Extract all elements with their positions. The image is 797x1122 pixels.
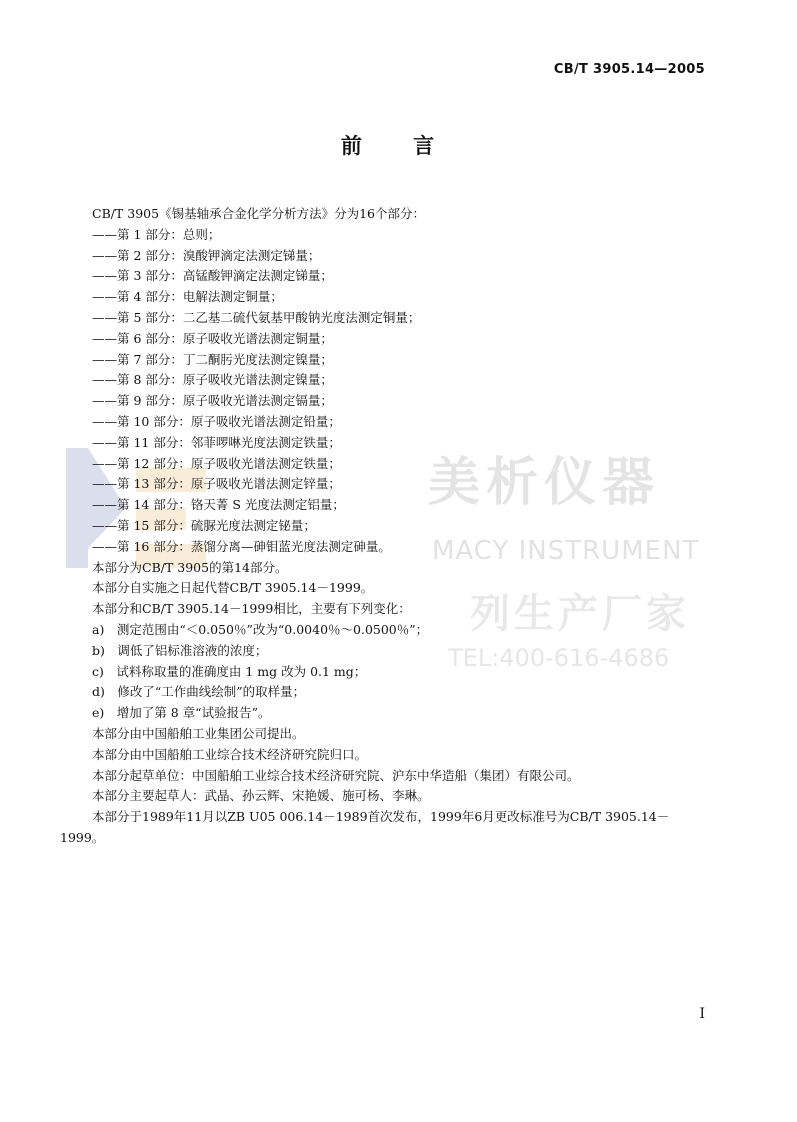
list-item: ——第 6 部分：原子吸收光谱法测定铜量； <box>92 330 333 346</box>
intro-line: CB/T 3905《锡基轴承合金化学分析方法》分为16个部分： <box>92 206 425 221</box>
change-item: c) 试料称取量的准确度由 1 mg 改为 0.1 mg； <box>92 663 367 679</box>
closing-line: 本部分起草单位：中国船舶工业综合技术经济研究院、沪东中华造船（集团）有限公司。 <box>92 767 580 783</box>
list-item: ——第 7 部分：丁二酮肟光度法测定镍量； <box>92 351 333 367</box>
history-line: 本部分于1989年11月以ZB U05 006.14－1989首次发布，1999年6月更改标准号为CB/T 3905.14－ <box>92 809 670 825</box>
watermark-cn2: 列生产厂家 <box>470 591 690 637</box>
list-item: ——第 4 部分：电解法测定铜量； <box>92 289 283 305</box>
watermark-cn: 美析仪器 <box>428 453 661 513</box>
list-item: ——第 16 部分：蒸馏分离—砷钼蓝光度法测定砷量。 <box>92 538 391 554</box>
watermark-tel: TEL:400-616-4686 <box>448 644 670 672</box>
statement-line: 本部分为CB/T 3905的第14部分。 <box>92 559 288 575</box>
list-item: ——第 8 部分：原子吸收光谱法测定镍量； <box>92 372 333 388</box>
list-item: ——第 2 部分：溴酸钾滴定法测定锑量； <box>92 247 321 263</box>
list-item: ——第 11 部分：邻菲啰啉光度法测定铁量； <box>92 434 341 450</box>
document-body <box>60 204 712 849</box>
list-item: ——第 12 部分：原子吸收光谱法测定铁量； <box>92 455 341 471</box>
list-item: ——第 3 部分：高锰酸钾滴定法测定锑量； <box>92 268 333 284</box>
change-item: b) 调低了铝标准溶液的浓度； <box>92 642 268 658</box>
list-item: ——第 10 部分：原子吸收光谱法测定铅量； <box>92 413 341 429</box>
list-item: ——第 9 部分：原子吸收光谱法测定镉量； <box>92 393 333 409</box>
change-item: e) 增加了第 8 章“试验报告”。 <box>92 705 271 721</box>
list-item: ——第 15 部分：硫脲光度法测定铋量； <box>92 517 316 533</box>
list-item: ——第 5 部分：二乙基二硫代氨基甲酸钠光度法测定铜量； <box>92 309 421 325</box>
change-item: d) 修改了“工作曲线绘制”的取样量； <box>92 684 306 700</box>
watermark-en: MACY INSTRUMENT <box>432 536 700 566</box>
closing-line: 本部分由中国船舶工业综合技术经济研究院归口。 <box>92 746 368 762</box>
list-item: ——第 13 部分：原子吸收光谱法测定锌量； <box>92 476 341 492</box>
list-item: ——第 1 部分：总则； <box>92 226 221 242</box>
page-title: 前 言 <box>340 134 457 158</box>
statement-line: 本部分自实施之日起代替CB/T 3905.14－1999。 <box>92 580 374 596</box>
list-item: ——第 14 部分：铬天菁 S 光度法测定铝量； <box>92 497 345 513</box>
history-line-continued: 1999。 <box>60 829 105 845</box>
closing-line: 本部分主要起草人：武晶、孙云辉、宋艳媛、施可杨、李琳。 <box>92 788 430 804</box>
standard-code: CB/T 3905.14—2005 <box>553 62 705 77</box>
change-item: a) 测定范围由“＜0.050％”改为“0.0040％～0.0500％”； <box>92 621 429 637</box>
page-number: I <box>699 1006 705 1022</box>
closing-line: 本部分由中国船舶工业集团公司提出。 <box>92 725 305 741</box>
statement-line: 本部分和CB/T 3905.14－1999相比，主要有下列变化： <box>92 601 411 617</box>
